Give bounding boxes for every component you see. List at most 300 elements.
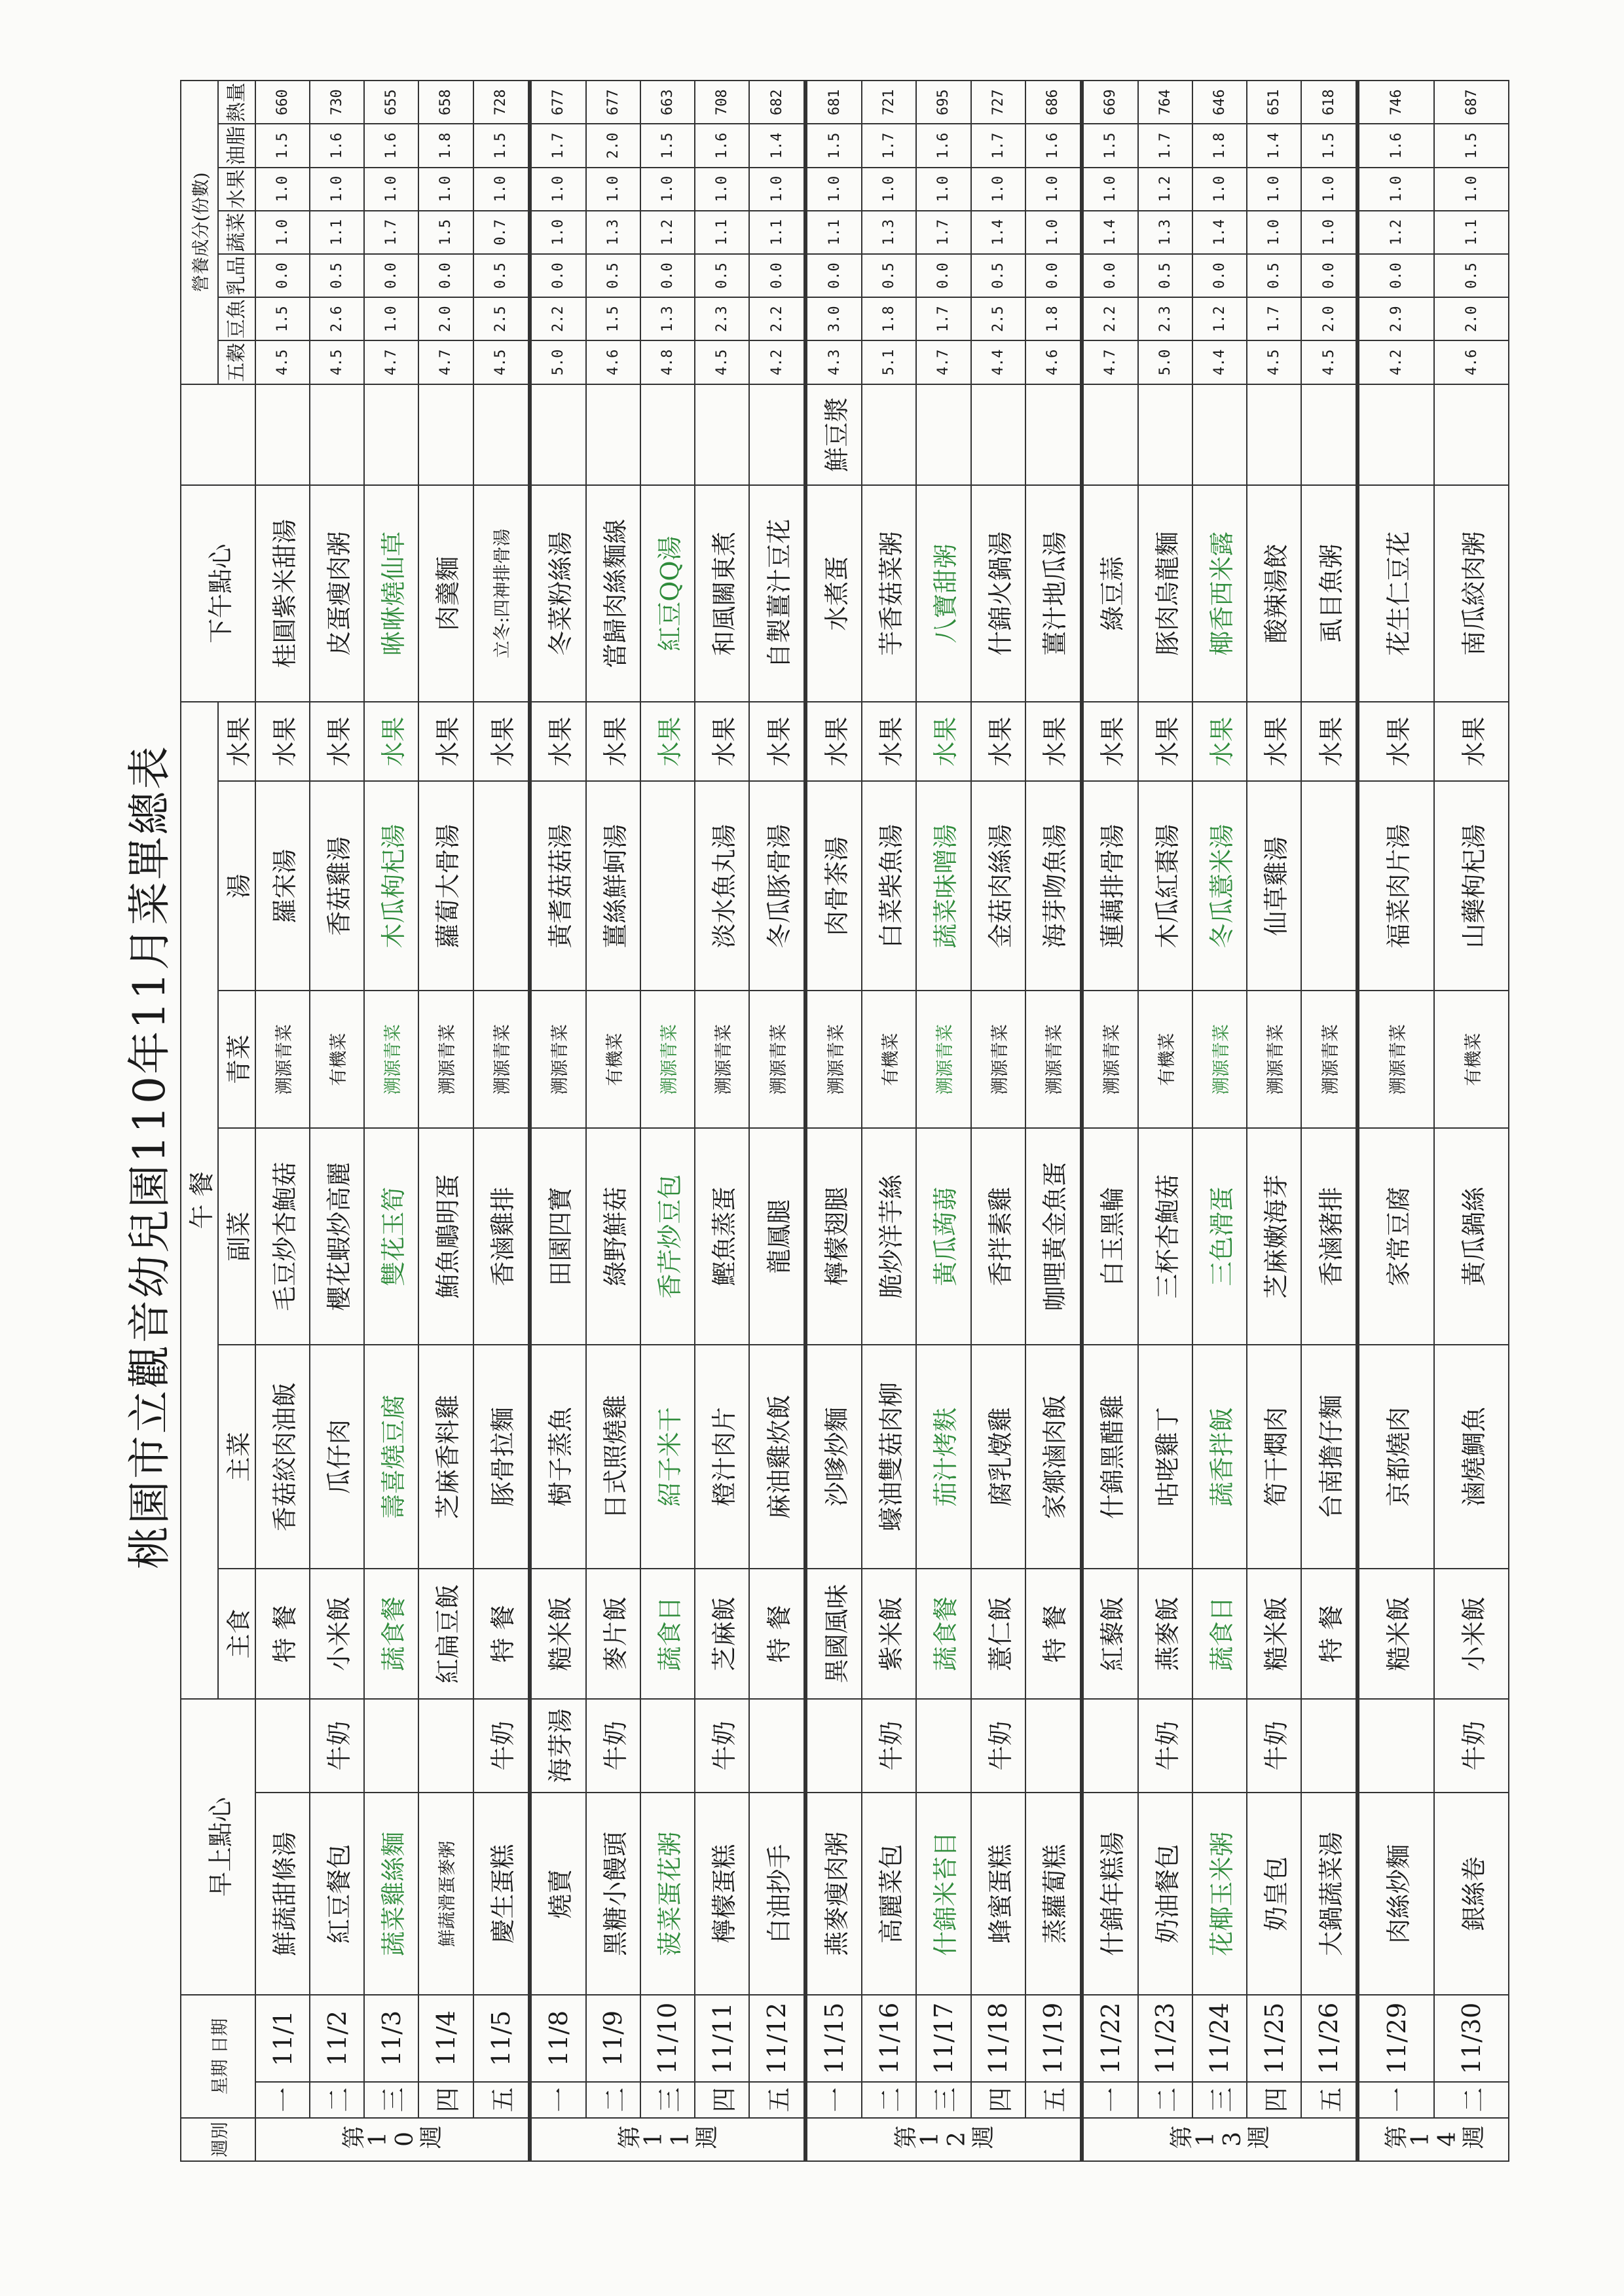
header-nut-fat: 油脂 <box>218 124 255 167</box>
nutrition-value: 0.0 <box>1357 254 1434 297</box>
nutrition-value: 5.1 <box>862 340 916 384</box>
nutrition-value: 1.4 <box>1082 211 1138 254</box>
side-dish-cell: 鰹魚蒸蛋 <box>695 1128 749 1345</box>
main-dish-cell: 壽喜燒豆腐 <box>364 1345 418 1569</box>
menu-row <box>473 81 530 2161</box>
side-dish-cell: 咖哩黃金魚蛋 <box>1025 1128 1082 1345</box>
date-cell: 11/24 <box>1192 1995 1247 2081</box>
nutrition-value: 1.3 <box>1138 211 1192 254</box>
staple-cell: 異國風味 <box>805 1569 862 1699</box>
staple-cell: 特 餐 <box>473 1569 530 1699</box>
nutrition-value: 5.0 <box>1138 340 1192 384</box>
morning-drink-cell <box>640 1699 695 1793</box>
nutrition-value: 1.2 <box>1192 297 1247 340</box>
fruit-cell: 水果 <box>364 702 418 781</box>
nutrition-value: 1.6 <box>916 124 970 167</box>
soup-cell <box>1301 781 1357 991</box>
nutrition-value: 1.0 <box>916 168 970 211</box>
greens-cell: 有機菜 <box>1138 991 1192 1128</box>
nutrition-value: 0.5 <box>1434 254 1509 297</box>
weekday-cell: 五 <box>1025 2082 1082 2118</box>
nutrition-value: 4.7 <box>418 340 473 384</box>
nutrition-value: 2.5 <box>473 297 530 340</box>
nutrition-value: 1.7 <box>916 297 970 340</box>
afternoon-drink-cell <box>364 384 418 485</box>
week-label-text: 第14週 <box>1383 2125 1485 2153</box>
afternoon-snack-cell: 八寶甜粥 <box>916 485 970 702</box>
main-dish-cell: 腐乳燉雞 <box>971 1345 1025 1569</box>
morning-snack-cell: 黑糖小饅頭 <box>586 1793 640 1995</box>
morning-drink-cell <box>1301 1699 1357 1793</box>
nutrition-value: 1.3 <box>586 211 640 254</box>
date-cell: 11/12 <box>749 1995 805 2081</box>
staple-cell: 燕麥飯 <box>1138 1569 1192 1699</box>
fruit-cell: 水果 <box>1301 702 1357 781</box>
nutrition-value: 3.0 <box>805 297 862 340</box>
side-dish-cell: 香芹炒豆包 <box>640 1128 695 1345</box>
nutrition-value: 1.8 <box>862 297 916 340</box>
week-label <box>255 2118 530 2161</box>
header-greens: 青菜 <box>218 991 255 1128</box>
afternoon-snack-cell: 冬菜粉絲湯 <box>530 485 586 702</box>
nutrition-value: 0.0 <box>1082 254 1138 297</box>
nutrition-value: 764 <box>1138 81 1192 124</box>
week-label <box>805 2118 1082 2161</box>
header-week: 週別 <box>181 2118 255 2161</box>
nutrition-value: 1.5 <box>1301 124 1357 167</box>
soup-cell: 蘿蔔大骨湯 <box>418 781 473 991</box>
nutrition-value: 4.3 <box>805 340 862 384</box>
afternoon-drink-cell <box>749 384 805 485</box>
nutrition-value: 1.6 <box>1025 124 1082 167</box>
staple-cell: 蔬食日 <box>640 1569 695 1699</box>
nutrition-value: 651 <box>1247 81 1301 124</box>
nutrition-value: 1.2 <box>640 211 695 254</box>
afternoon-snack-cell: 立冬:四神排骨湯 <box>473 485 530 702</box>
greens-cell: 溯源青菜 <box>418 991 473 1128</box>
weekday-cell: 二 <box>862 2082 916 2118</box>
header-morning-snack: 早上點心 <box>181 1699 255 1995</box>
soup-cell: 羅宋湯 <box>255 781 310 991</box>
date-cell: 11/19 <box>1025 1995 1082 2081</box>
weekday-cell: 五 <box>1301 2082 1357 2118</box>
nutrition-value: 1.5 <box>805 124 862 167</box>
nutrition-value: 1.0 <box>1025 211 1082 254</box>
menu-table <box>180 80 1509 2162</box>
afternoon-snack-cell: 椰香西米露 <box>1192 485 1247 702</box>
main-dish-cell: 日式照燒雞 <box>586 1345 640 1569</box>
morning-snack-cell: 燕麥瘦肉粥 <box>805 1793 862 1995</box>
menu-row <box>364 81 418 2161</box>
greens-cell: 溯源青菜 <box>1082 991 1138 1128</box>
nutrition-value: 4.5 <box>695 340 749 384</box>
morning-drink-cell: 牛奶 <box>473 1699 530 1793</box>
header-date: 日期 <box>210 2018 231 2054</box>
nutrition-value: 1.0 <box>1357 168 1434 211</box>
nutrition-value: 1.5 <box>418 211 473 254</box>
greens-cell: 有機菜 <box>586 991 640 1128</box>
header-soup: 湯 <box>218 781 255 991</box>
nutrition-value: 721 <box>862 81 916 124</box>
weekday-cell: 四 <box>971 2082 1025 2118</box>
nutrition-value: 1.0 <box>971 168 1025 211</box>
morning-drink-cell: 牛奶 <box>1434 1699 1509 1793</box>
nutrition-value: 1.6 <box>695 124 749 167</box>
fruit-cell: 水果 <box>1192 702 1247 781</box>
nutrition-value: 5.0 <box>530 340 586 384</box>
nutrition-value: 1.4 <box>1192 211 1247 254</box>
nutrition-value: 1.5 <box>255 124 310 167</box>
week-label-text: 第13週 <box>1169 2125 1270 2153</box>
afternoon-drink-cell <box>1082 384 1138 485</box>
date-cell: 11/5 <box>473 1995 530 2081</box>
morning-snack-cell: 蜂蜜蛋糕 <box>971 1793 1025 1995</box>
menu-row <box>1138 81 1192 2161</box>
nutrition-value: 1.0 <box>255 211 310 254</box>
nutrition-value: 4.4 <box>971 340 1025 384</box>
soup-cell: 薑絲鮮蚵湯 <box>586 781 640 991</box>
nutrition-value: 1.0 <box>749 168 805 211</box>
side-dish-cell: 香滷雞排 <box>473 1128 530 1345</box>
morning-drink-cell <box>916 1699 970 1793</box>
nutrition-value: 0.5 <box>586 254 640 297</box>
header-staple: 主食 <box>218 1569 255 1699</box>
nutrition-value: 687 <box>1434 81 1509 124</box>
menu-row <box>862 81 916 2161</box>
nutrition-value: 708 <box>695 81 749 124</box>
header-nut-veg: 蔬菜 <box>218 211 255 254</box>
date-cell: 11/3 <box>364 1995 418 2081</box>
nutrition-value: 1.0 <box>1301 168 1357 211</box>
main-dish-cell: 什錦黑醋雞 <box>1082 1345 1138 1569</box>
date-cell: 11/26 <box>1301 1995 1357 2081</box>
nutrition-value: 1.0 <box>364 297 418 340</box>
afternoon-drink-cell <box>640 384 695 485</box>
afternoon-drink-cell <box>971 384 1025 485</box>
date-cell: 11/23 <box>1138 1995 1192 2081</box>
date-cell: 11/25 <box>1247 1995 1301 2081</box>
fruit-cell: 水果 <box>695 702 749 781</box>
nutrition-value: 4.6 <box>1025 340 1082 384</box>
afternoon-snack-cell: 和風關東煮 <box>695 485 749 702</box>
nutrition-value: 2.0 <box>1301 297 1357 340</box>
nutrition-value: 2.2 <box>1082 297 1138 340</box>
side-dish-cell: 櫻花蝦炒高麗 <box>310 1128 364 1345</box>
menu-row <box>916 81 970 2161</box>
date-cell: 11/1 <box>255 1995 310 2081</box>
main-dish-cell: 蔬香拌飯 <box>1192 1345 1247 1569</box>
header-nut-grains: 五穀 <box>218 340 255 384</box>
soup-cell: 淡水魚丸湯 <box>695 781 749 991</box>
morning-snack-cell: 紅豆餐包 <box>310 1793 364 1995</box>
fruit-cell: 水果 <box>749 702 805 781</box>
soup-cell: 山藥枸杞湯 <box>1434 781 1509 991</box>
header-lunch: 午 餐 <box>181 702 218 1699</box>
afternoon-snack-cell: 當歸肉絲麵線 <box>586 485 640 702</box>
staple-cell: 小米飯 <box>1434 1569 1509 1699</box>
soup-cell: 黃耆菇菇湯 <box>530 781 586 991</box>
afternoon-drink-cell <box>1025 384 1082 485</box>
staple-cell: 糙米飯 <box>1247 1569 1301 1699</box>
afternoon-snack-cell: 酸辣湯餃 <box>1247 485 1301 702</box>
date-cell: 11/11 <box>695 1995 749 2081</box>
menu-row <box>1025 81 1082 2161</box>
nutrition-value: 618 <box>1301 81 1357 124</box>
header-weekday-date <box>181 1995 255 2118</box>
nutrition-value: 1.8 <box>1025 297 1082 340</box>
afternoon-drink-cell <box>862 384 916 485</box>
menu-row <box>695 81 749 2161</box>
nutrition-value: 1.0 <box>255 168 310 211</box>
header-nutrition: 營養成分(份數) <box>181 81 218 384</box>
nutrition-value: 2.9 <box>1357 297 1434 340</box>
side-dish-cell: 檸檬翅腿 <box>805 1128 862 1345</box>
menu-row <box>530 81 586 2161</box>
nutrition-value: 1.4 <box>971 211 1025 254</box>
main-dish-cell: 豚骨拉麵 <box>473 1345 530 1569</box>
nutrition-value: 4.5 <box>310 340 364 384</box>
weekday-cell: 三 <box>364 2082 418 2118</box>
nutrition-value: 677 <box>530 81 586 124</box>
nutrition-value: 1.8 <box>418 124 473 167</box>
afternoon-drink-cell <box>1138 384 1192 485</box>
main-dish-cell: 茄汁烤麩 <box>916 1345 970 1569</box>
morning-drink-cell: 牛奶 <box>1247 1699 1301 1793</box>
morning-snack-cell: 蒸蘿蔔糕 <box>1025 1793 1082 1995</box>
morning-drink-cell <box>255 1699 310 1793</box>
fruit-cell: 水果 <box>310 702 364 781</box>
nutrition-value: 730 <box>310 81 364 124</box>
fruit-cell: 水果 <box>1082 702 1138 781</box>
main-dish-cell: 京都燒肉 <box>1357 1345 1434 1569</box>
nutrition-value: 2.3 <box>1138 297 1192 340</box>
weekday-cell: 四 <box>418 2082 473 2118</box>
morning-drink-cell: 牛奶 <box>695 1699 749 1793</box>
fruit-cell: 水果 <box>418 702 473 781</box>
soup-cell: 白菜柴魚湯 <box>862 781 916 991</box>
morning-drink-cell <box>1025 1699 1082 1793</box>
nutrition-value: 1.0 <box>586 168 640 211</box>
main-dish-cell: 香菇絞肉油飯 <box>255 1345 310 1569</box>
afternoon-drink-cell <box>695 384 749 485</box>
nutrition-value: 1.0 <box>640 168 695 211</box>
menu-row <box>1247 81 1301 2161</box>
nutrition-value: 1.7 <box>971 124 1025 167</box>
menu-row <box>749 81 805 2161</box>
morning-snack-cell: 菠菜蛋花粥 <box>640 1793 695 1995</box>
nutrition-value: 2.0 <box>1434 297 1509 340</box>
side-dish-cell: 香拌素雞 <box>971 1128 1025 1345</box>
afternoon-drink-cell <box>418 384 473 485</box>
soup-cell: 冬瓜豚骨湯 <box>749 781 805 991</box>
side-dish-cell: 芝麻嫩海芽 <box>1247 1128 1301 1345</box>
nutrition-value: 0.0 <box>805 254 862 297</box>
weekday-cell: 二 <box>1434 2082 1509 2118</box>
weekday-cell: 四 <box>1247 2082 1301 2118</box>
afternoon-snack-cell: 肉羹麵 <box>418 485 473 702</box>
greens-cell: 溯源青菜 <box>364 991 418 1128</box>
nutrition-value: 1.0 <box>418 168 473 211</box>
morning-drink-cell: 海芽湯 <box>530 1699 586 1793</box>
nutrition-value: 1.0 <box>862 168 916 211</box>
main-dish-cell: 蠔油雙菇肉柳 <box>862 1345 916 1569</box>
staple-cell: 糙米飯 <box>1357 1569 1434 1699</box>
week-label-text: 第10週 <box>341 2125 443 2153</box>
staple-cell: 特 餐 <box>749 1569 805 1699</box>
afternoon-snack-cell: 花生仁豆花 <box>1357 485 1434 702</box>
soup-cell: 仙草雞湯 <box>1247 781 1301 991</box>
date-cell: 11/9 <box>586 1995 640 2081</box>
fruit-cell: 水果 <box>1247 702 1301 781</box>
morning-snack-cell: 大鍋蔬菜湯 <box>1301 1793 1357 1995</box>
side-dish-cell: 三杯杏鮑菇 <box>1138 1128 1192 1345</box>
nutrition-value: 1.0 <box>1192 168 1247 211</box>
staple-cell: 紫米飯 <box>862 1569 916 1699</box>
nutrition-value: 746 <box>1357 81 1434 124</box>
menu-row <box>1082 81 1138 2161</box>
main-dish-cell: 台南擔仔麵 <box>1301 1345 1357 1569</box>
staple-cell: 紅扁豆飯 <box>418 1569 473 1699</box>
weekday-cell: 四 <box>695 2082 749 2118</box>
nutrition-value: 1.7 <box>364 211 418 254</box>
nutrition-value: 663 <box>640 81 695 124</box>
greens-cell: 溯源青菜 <box>640 991 695 1128</box>
side-dish-cell: 香滷豬排 <box>1301 1128 1357 1345</box>
morning-drink-cell: 牛奶 <box>310 1699 364 1793</box>
soup-cell <box>473 781 530 991</box>
afternoon-drink-cell <box>1247 384 1301 485</box>
nutrition-value: 727 <box>971 81 1025 124</box>
side-dish-cell: 脆炒洋芋絲 <box>862 1128 916 1345</box>
morning-snack-cell: 慶生蛋糕 <box>473 1793 530 1995</box>
nutrition-value: 4.2 <box>1357 340 1434 384</box>
side-dish-cell: 雙花玉筍 <box>364 1128 418 1345</box>
fruit-cell: 水果 <box>862 702 916 781</box>
greens-cell: 溯源青菜 <box>805 991 862 1128</box>
fruit-cell: 水果 <box>916 702 970 781</box>
date-cell: 11/10 <box>640 1995 695 2081</box>
afternoon-drink-cell <box>530 384 586 485</box>
afternoon-drink-cell <box>473 384 530 485</box>
nutrition-value: 1.7 <box>862 124 916 167</box>
nutrition-value: 4.8 <box>640 340 695 384</box>
header-main-dish: 主菜 <box>218 1345 255 1569</box>
weekday-cell: 一 <box>255 2082 310 2118</box>
date-cell: 11/2 <box>310 1995 364 2081</box>
date-cell: 11/16 <box>862 1995 916 2081</box>
afternoon-drink-cell <box>1301 384 1357 485</box>
nutrition-value: 681 <box>805 81 862 124</box>
week-label <box>1357 2118 1509 2161</box>
weekday-cell: 二 <box>586 2082 640 2118</box>
nutrition-value: 1.0 <box>310 168 364 211</box>
morning-snack-cell: 銀絲卷 <box>1434 1793 1509 1995</box>
morning-drink-cell: 牛奶 <box>862 1699 916 1793</box>
date-cell: 11/8 <box>530 1995 586 2081</box>
morning-drink-cell <box>749 1699 805 1793</box>
morning-drink-cell: 牛奶 <box>971 1699 1025 1793</box>
nutrition-value: 1.6 <box>310 124 364 167</box>
header-nut-fruit: 水果 <box>218 168 255 211</box>
nutrition-value: 0.0 <box>364 254 418 297</box>
menu-row <box>586 81 640 2161</box>
nutrition-value: 1.0 <box>364 168 418 211</box>
fruit-cell: 水果 <box>1025 702 1082 781</box>
nutrition-value: 0.5 <box>862 254 916 297</box>
week-label <box>530 2118 806 2161</box>
main-dish-cell: 瓜仔肉 <box>310 1345 364 1569</box>
weekday-cell: 一 <box>1082 2082 1138 2118</box>
nutrition-value: 1.7 <box>530 124 586 167</box>
morning-drink-cell <box>1082 1699 1138 1793</box>
nutrition-value: 1.1 <box>310 211 364 254</box>
side-dish-cell: 田園四寶 <box>530 1128 586 1345</box>
nutrition-value: 0.0 <box>1192 254 1247 297</box>
fruit-cell: 水果 <box>255 702 310 781</box>
greens-cell: 溯源青菜 <box>749 991 805 1128</box>
menu-body <box>255 81 1509 2161</box>
nutrition-value: 1.7 <box>916 211 970 254</box>
header-nut-calories: 熱量 <box>218 81 255 124</box>
nutrition-value: 660 <box>255 81 310 124</box>
fruit-cell: 水果 <box>586 702 640 781</box>
header-afternoon-snack: 下午點心 <box>181 485 255 702</box>
side-dish-cell: 三色滑蛋 <box>1192 1128 1247 1345</box>
staple-cell: 蔬食日 <box>1192 1569 1247 1699</box>
nutrition-value: 4.5 <box>473 340 530 384</box>
main-dish-cell: 沙嗲炒麵 <box>805 1345 862 1569</box>
weekday-cell: 二 <box>1138 2082 1192 2118</box>
nutrition-value: 1.5 <box>255 297 310 340</box>
afternoon-snack-cell: 自製薑汁豆花 <box>749 485 805 702</box>
staple-cell: 糙米飯 <box>530 1569 586 1699</box>
morning-snack-cell: 鮮蔬甜條湯 <box>255 1793 310 1995</box>
nutrition-value: 4.7 <box>916 340 970 384</box>
staple-cell: 特 餐 <box>1025 1569 1082 1699</box>
greens-cell: 溯源青菜 <box>1247 991 1301 1128</box>
nutrition-value: 1.3 <box>862 211 916 254</box>
nutrition-value: 4.7 <box>1082 340 1138 384</box>
morning-drink-cell: 牛奶 <box>1138 1699 1192 1793</box>
nutrition-value: 4.5 <box>1301 340 1357 384</box>
greens-cell: 溯源青菜 <box>695 991 749 1128</box>
nutrition-value: 1.7 <box>1247 297 1301 340</box>
greens-cell: 溯源青菜 <box>1192 991 1247 1128</box>
nutrition-value: 686 <box>1025 81 1082 124</box>
header-nut-protein: 豆魚 <box>218 297 255 340</box>
weekday-cell: 五 <box>473 2082 530 2118</box>
date-cell: 11/17 <box>916 1995 970 2081</box>
weekday-cell: 一 <box>1357 2082 1434 2118</box>
greens-cell: 有機菜 <box>1434 991 1509 1128</box>
nutrition-value: 0.0 <box>916 254 970 297</box>
weekday-cell: 五 <box>749 2082 805 2118</box>
nutrition-value: 1.0 <box>473 168 530 211</box>
date-cell: 11/18 <box>971 1995 1025 2081</box>
nutrition-value: 0.0 <box>530 254 586 297</box>
nutrition-value: 0.0 <box>255 254 310 297</box>
nutrition-value: 4.6 <box>586 340 640 384</box>
soup-cell: 蔬菜味噌湯 <box>916 781 970 991</box>
nutrition-value: 1.0 <box>1247 211 1301 254</box>
nutrition-value: 1.4 <box>1247 124 1301 167</box>
staple-cell: 紅藜飯 <box>1082 1569 1138 1699</box>
main-dish-cell: 咕咾雞丁 <box>1138 1345 1192 1569</box>
nutrition-value: 1.5 <box>473 124 530 167</box>
nutrition-value: 1.0 <box>805 168 862 211</box>
nutrition-value: 1.0 <box>1082 168 1138 211</box>
side-dish-cell: 黃瓜鍋絲 <box>1434 1128 1509 1345</box>
